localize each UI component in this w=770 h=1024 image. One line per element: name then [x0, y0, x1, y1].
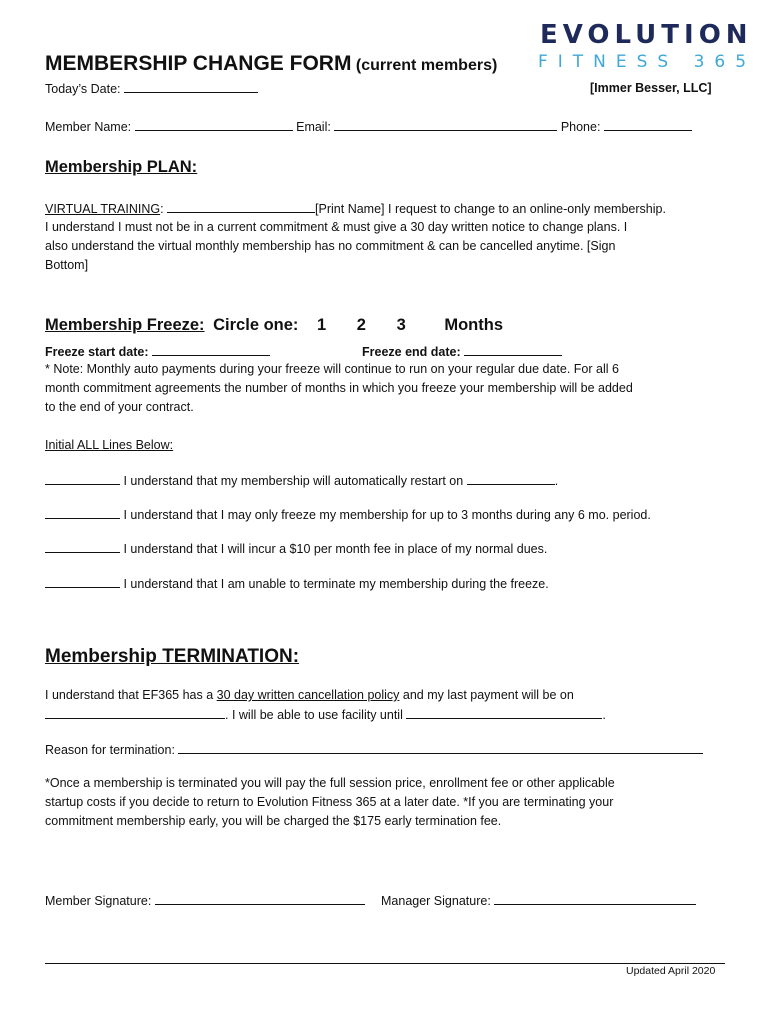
initial-field-1[interactable]: [45, 473, 120, 485]
member-name-label: Member Name:: [45, 120, 132, 134]
freeze-option-3[interactable]: 3: [396, 316, 406, 334]
initial-row-3: [45, 541, 547, 556]
email-field[interactable]: [334, 119, 557, 131]
plan-line2: I understand I must not be in a current commitment & must give a 30 day written notice to change plans. I: [45, 220, 628, 234]
initial-text-1: I understand that my membership will automatically restart on: [123, 474, 464, 488]
freeze-heading: Membership Freeze:: [45, 316, 205, 334]
plan-line3: also understand the virtual monthly membership has no commitment & can be cancelled anytime. [Sign: [45, 239, 616, 253]
title-suffix: (current members): [355, 57, 498, 74]
termination-line2: [45, 707, 606, 722]
termination-heading: Membership TERMINATION:: [45, 646, 300, 667]
initial-text-4: I understand that I am unable to terminate my membership during the freeze.: [123, 577, 549, 591]
termination-text1b: and my last payment will be on: [402, 688, 574, 702]
circle-one-label: Circle one:: [213, 316, 299, 334]
member-signature-field[interactable]: [155, 893, 365, 905]
updated-date: Updated April 2020: [626, 965, 716, 977]
phone-field[interactable]: [604, 119, 692, 131]
cancellation-policy: 30 day written cancellation policy: [216, 688, 400, 702]
initial-text-2: I understand that I may only freeze my membership for up to 3 months during any 6 mo. period.: [123, 508, 651, 522]
member-signature-label: Member Signature:: [45, 894, 152, 908]
termination-note-line2: startup costs if you decide to return to Evolution Fitness 365 at a later date. *If you are terminating your: [45, 795, 614, 809]
phone-label: Phone:: [560, 120, 601, 134]
todays-date-row: [45, 81, 258, 96]
logo-subtitle: FITNESS 365: [538, 52, 757, 72]
freeze-start-field[interactable]: [152, 344, 270, 356]
reason-row: [45, 742, 703, 757]
termination-text2a: . I will be able to use facility until: [225, 708, 403, 722]
freeze-end-row: [362, 344, 562, 359]
period: .: [602, 708, 606, 722]
member-signature-row: [45, 893, 365, 908]
initial-field-4[interactable]: [45, 576, 120, 588]
freeze-end-label: Freeze end date:: [362, 345, 461, 359]
todays-date-field[interactable]: [124, 81, 258, 93]
logo-wordmark: EVOLUTION: [540, 20, 753, 50]
initial-row-4: [45, 576, 549, 591]
company-name: [Immer Besser, LLC]: [590, 81, 712, 95]
initial-field-2[interactable]: [45, 507, 120, 519]
freeze-end-field[interactable]: [464, 344, 562, 356]
freeze-option-1[interactable]: 1: [317, 316, 327, 334]
print-name-field[interactable]: [167, 201, 315, 213]
plan-line4: Bottom]: [45, 258, 89, 272]
restart-date-field[interactable]: [467, 473, 555, 485]
todays-date-label: Today’s Date:: [45, 82, 121, 96]
title-main: MEMBERSHIP CHANGE FORM: [45, 52, 352, 75]
freeze-heading-row: [45, 316, 503, 335]
facility-until-field[interactable]: [406, 707, 602, 719]
period: .: [554, 474, 559, 488]
form-title: [45, 52, 497, 76]
member-name-field[interactable]: [135, 119, 293, 131]
manager-signature-label: Manager Signature:: [381, 894, 491, 908]
reason-label: Reason for termination:: [45, 743, 175, 757]
member-info-row: [45, 119, 692, 134]
initial-text-3: I understand that I will incur a $10 per month fee in place of my normal dues.: [123, 542, 548, 556]
termination-note-line1: *Once a membership is terminated you will pay the full session price, enrollment fee or other applicable: [45, 776, 615, 790]
manager-signature-field[interactable]: [494, 893, 696, 905]
initial-all-label: Initial ALL Lines Below:: [45, 438, 174, 452]
colon: :: [160, 202, 164, 216]
freeze-start-row: [45, 344, 270, 359]
manager-signature-row: [381, 893, 696, 908]
freeze-option-2[interactable]: 2: [356, 316, 366, 334]
plan-heading: Membership PLAN:: [45, 158, 198, 176]
initial-row-2: [45, 507, 651, 522]
virtual-training-label: VIRTUAL TRAINING: [45, 202, 161, 216]
termination-line1: [45, 688, 574, 702]
termination-note-line3: commitment membership early, you will be charged the $175 early termination fee.: [45, 814, 502, 828]
footer-divider: [45, 963, 725, 964]
initial-row-1: [45, 473, 558, 488]
email-label: Email:: [296, 120, 331, 134]
virtual-training-row: [45, 201, 666, 216]
print-name-label: [Print Name]: [315, 202, 385, 216]
freeze-note-line1: * Note: Monthly auto payments during your freeze will continue to run on your regular due date. For all 6: [45, 362, 619, 376]
freeze-note-line2: month commitment agreements the number of months in which you freeze your membership will be added: [45, 381, 633, 395]
freeze-start-label: Freeze start date:: [45, 345, 149, 359]
reason-field[interactable]: [178, 742, 703, 754]
freeze-note-line3: to the end of your contract.: [45, 400, 194, 414]
freeze-months-label: Months: [444, 316, 504, 334]
last-payment-field[interactable]: [45, 707, 225, 719]
plan-text1: I request to change to an online-only membership.: [388, 202, 666, 216]
initial-field-3[interactable]: [45, 541, 120, 553]
termination-text1a: I understand that EF365 has a: [45, 688, 214, 702]
